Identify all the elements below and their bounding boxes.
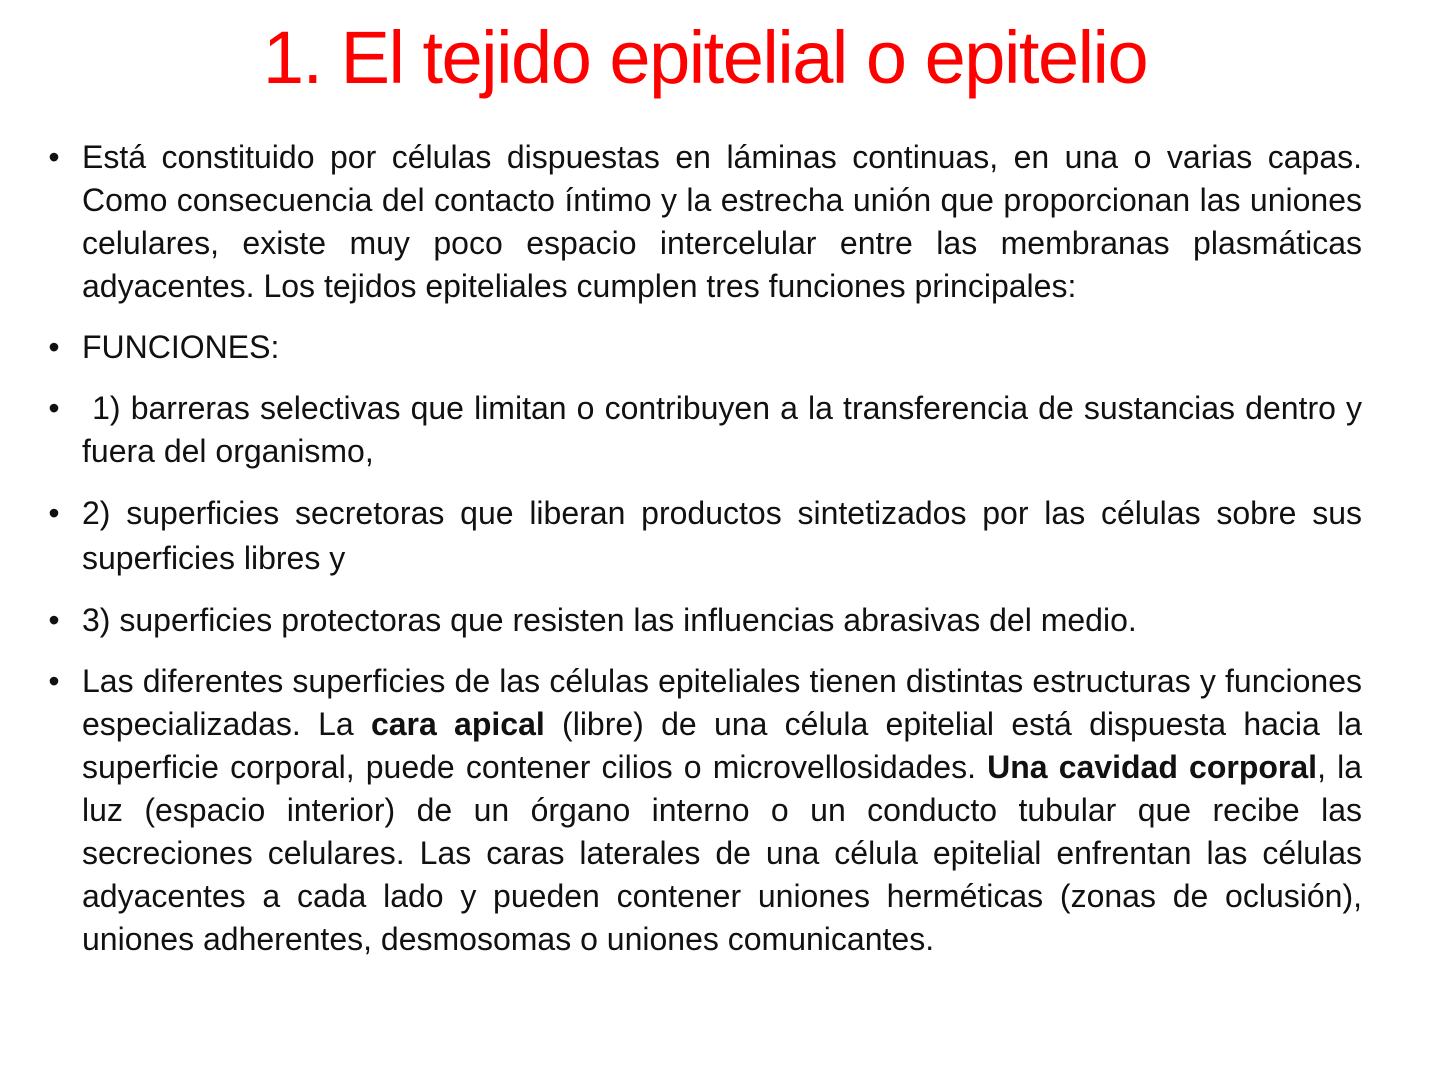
bullet-item-function-3 — [40, 599, 1362, 642]
bullet-item-function-1 — [40, 387, 1371, 473]
bullet-dot-icon: • — [48, 495, 60, 531]
bullet-list — [40, 136, 1371, 961]
bold-term-cavidad-corporal: Una cavidad corporal — [987, 749, 1318, 785]
bullet-item-function-2 — [40, 491, 1362, 581]
bullet-dot-icon: • — [48, 139, 60, 175]
bullet-dot-icon: • — [48, 663, 60, 699]
bullet-item-definition — [40, 136, 1362, 308]
bullet-dot-icon: • — [48, 390, 60, 426]
bullet-text: 2) superficies secretoras que liberan productos sintetizados por las células sobre sus superficies libres y — [82, 495, 1362, 576]
bullet-text: Está constituido por células dispuestas en láminas continuas, en una o varias capas. Como consecuencia del contacto íntimo y la estrecha unión que proporcionan las uniones celulares, existe muy poco espacio intercelular entre las membranas plasmáticas adyacentes. Los tejidos epiteliales cumplen tres funciones principales: — [82, 139, 1362, 304]
bullet-dot-icon: • — [48, 329, 60, 365]
slide-title: 1. El tejido epitelial o epitelio — [262, 16, 1148, 99]
bullet-text-part: , la luz (espacio interior) de un órgano interno o un conducto tubular que recibe las secreciones celulares. Las caras laterales de una célula epitelial enfrentan las células adyacentes a cada lado y pueden contener uniones herméticas (zonas de oclusión), uniones adherentes, desmosomas o uniones comunicantes. — [82, 749, 1363, 957]
bold-term-cara-apical: cara apical — [370, 706, 545, 742]
bullet-text: FUNCIONES: — [82, 329, 280, 365]
bullet-text: 1) barreras selectivas que limitan o contribuyen a la transferencia de sustancias dentro y fuera del organismo, — [82, 390, 1371, 469]
bullet-text: 3) superficies protectoras que resisten las influencias abrasivas del medio. — [82, 602, 1137, 638]
bullet-item-functions-heading — [40, 326, 1362, 369]
bullet-text-part: (libre) de una célula epitelial está dispuesta hacia la superficie corporal, puede contener cilios o microvellosidades. — [82, 706, 1363, 785]
bullet-item-surfaces — [40, 660, 1362, 961]
bullet-dot-icon: • — [48, 602, 60, 638]
bullet-text-part: Las diferentes superficies de las células epiteliales tienen distintas estructuras y funciones especializadas. La — [82, 663, 1362, 742]
